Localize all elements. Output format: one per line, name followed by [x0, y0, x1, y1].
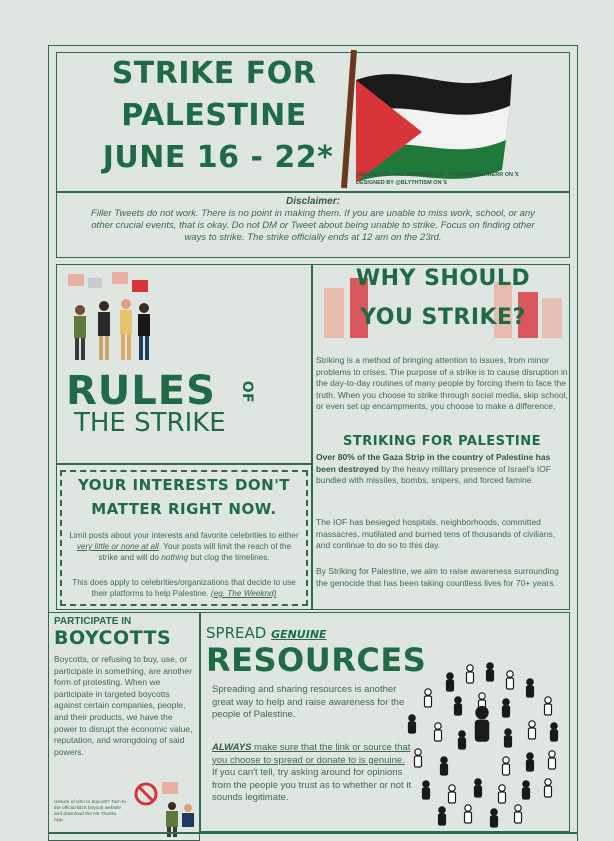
person-icon — [425, 689, 432, 707]
person-icon — [527, 679, 534, 697]
title-line1: STRIKE FOR — [111, 56, 317, 91]
why-paragraph1-rest: by the heavy military presence of Israel's IOF bundled with missiles, bombs, snipers, and forced famine. — [316, 463, 551, 486]
resources-p2-underline: make sure that the link or source that you choose to spread or donate to is genuine. — [212, 742, 411, 766]
interests-p2-underline: (eg. The Weeknd) — [210, 589, 277, 598]
interests-paragraph2 — [66, 577, 302, 599]
interests-p1-c: but clog the timelines. — [188, 553, 270, 562]
why-paragraph3: By Striking for Palestine, we aim to raise awareness surrounding the genocide that has been taking countless lives for 70+ years. — [316, 566, 559, 588]
why-title-line1: WHY SHOULD — [355, 266, 531, 291]
person-icon — [487, 663, 494, 681]
boycotts-body: Boycotts, or refusing to buy, use, or participate in something, are another form of protesting. When we participate in targeted boycotts against certain companies, people, and their products, we have the power to disrupt the economic value, reputation, and wrongdoing of said powers. — [54, 654, 193, 757]
interests-title-line2: MATTER RIGHT NOW. — [91, 500, 277, 518]
person-icon — [475, 707, 488, 742]
person-icon — [551, 723, 558, 741]
person-icon — [515, 805, 522, 823]
palestine-flag-icon — [332, 40, 572, 190]
people-network-icon — [398, 662, 566, 828]
person-icon — [467, 665, 474, 683]
interests-p1-underline: very little or none at all — [76, 542, 159, 551]
boycott-illustration — [126, 780, 198, 838]
resources-kicker — [206, 624, 327, 642]
person-icon — [523, 781, 530, 799]
rules-the-strike: THE STRIKE — [74, 408, 226, 438]
boycotts-title: BOYCOTTS — [54, 627, 172, 649]
interests-p1-b: . Your posts will limit the reach of the strike and will do — [98, 542, 292, 562]
title-line3: JUNE 16 - 22* — [102, 140, 334, 175]
person-icon — [465, 805, 472, 823]
person-icon — [545, 779, 552, 797]
interests-p2-a: This does apply to celebrities/organizations that decide to use their platforms to help Palestine. — [72, 578, 296, 598]
person-icon — [527, 753, 534, 771]
person-icon — [449, 785, 456, 803]
person-icon — [435, 723, 442, 741]
person-icon — [415, 749, 422, 767]
person-icon — [529, 721, 536, 739]
person-icon — [545, 697, 552, 715]
why-title-line2: YOU STRIKE? — [360, 305, 526, 330]
rules-of-word: OF — [239, 380, 256, 404]
credit-line2: DESIGNED BY @BLYTHTISM ON 𝕏 — [356, 180, 448, 186]
disclaimer-body: Filler Tweets do not work. There is no point in making them. If you are unable to miss work, school, or any other crucial events, that is okay. Do not DM or Tweet about being unable to strike. Focus on finding other ways to strike. The strike officially ends at 12 am on the 23rd. — [91, 208, 535, 243]
person-icon — [455, 697, 462, 715]
resources-paragraph1: Spreading and sharing resources is another great way to help and raise awareness for the people of Palestine. — [212, 684, 405, 720]
interests-p1-italic: nothing — [161, 553, 189, 562]
person-icon — [475, 779, 482, 797]
resources-kicker-genuine: GENUINE — [271, 628, 327, 641]
rules-word: RULES — [66, 368, 216, 414]
striking-title: STRIKING FOR PALESTINE — [343, 434, 541, 449]
person-icon — [409, 715, 416, 733]
person-icon — [505, 729, 512, 747]
person-icon — [507, 671, 514, 689]
person-icon — [503, 757, 510, 775]
interests-p1-a: Limit posts about your interests and favorite celebrities to either — [69, 531, 299, 540]
person-icon — [447, 673, 454, 691]
bottom-divider — [48, 832, 578, 834]
why-paragraph2: The IOF has besieged hospitals, neighborhoods, committed massacres, mutilated and burned tens of thousands of civilians, and continue to do so to this day. — [316, 517, 556, 551]
interests-paragraph1 — [66, 530, 302, 563]
person-icon — [459, 731, 466, 749]
protesters-illustration — [60, 270, 160, 370]
person-icon — [503, 699, 510, 717]
person-icon — [439, 807, 446, 825]
person-icon — [441, 757, 448, 775]
resources-paragraph2 — [212, 742, 412, 805]
person-icon — [491, 809, 498, 827]
person-icon — [549, 751, 556, 769]
title-line2: PALESTINE — [121, 98, 307, 133]
why-paragraph1 — [316, 452, 568, 487]
boycotts-note: Unsure of who to boycott? Turn to the official BDS boycott website and download the No Thanks App. — [54, 800, 126, 823]
why-paragraph1-bold: Over 80% of the Gaza Strip in the country of Palestine has been destroyed — [316, 452, 551, 474]
resources-title: RESOURCES — [206, 641, 427, 679]
boycotts-kicker: PARTICIPATE IN — [54, 616, 132, 627]
person-icon — [499, 785, 506, 803]
disclaimer-heading: Disclaimer: — [286, 196, 340, 207]
resources-always: ALWAYS — [212, 742, 252, 753]
credit-line1: CALLED FOR AND ARRANGED BY @NADINEWARNERR ON 𝕏 — [356, 172, 519, 178]
resources-kicker-word: SPREAD — [206, 624, 267, 642]
person-icon — [423, 781, 430, 799]
resources-p2-rest: If you can't tell, try asking around for opinions from the people you trust as to whether or not it sounds legitimate. — [212, 767, 412, 803]
why-body: Striking is a method of bringing attention to issues, from minor problems to crises. The purpose of a strike is to cause disruption in the day-to-day routines of many people by forcing them to face the truth. When you choose to strike through social media, skip school, or even set up encampments, you choose to make a difference. — [316, 355, 568, 412]
interests-title-line1: YOUR INTERESTS DON'T — [77, 476, 291, 494]
